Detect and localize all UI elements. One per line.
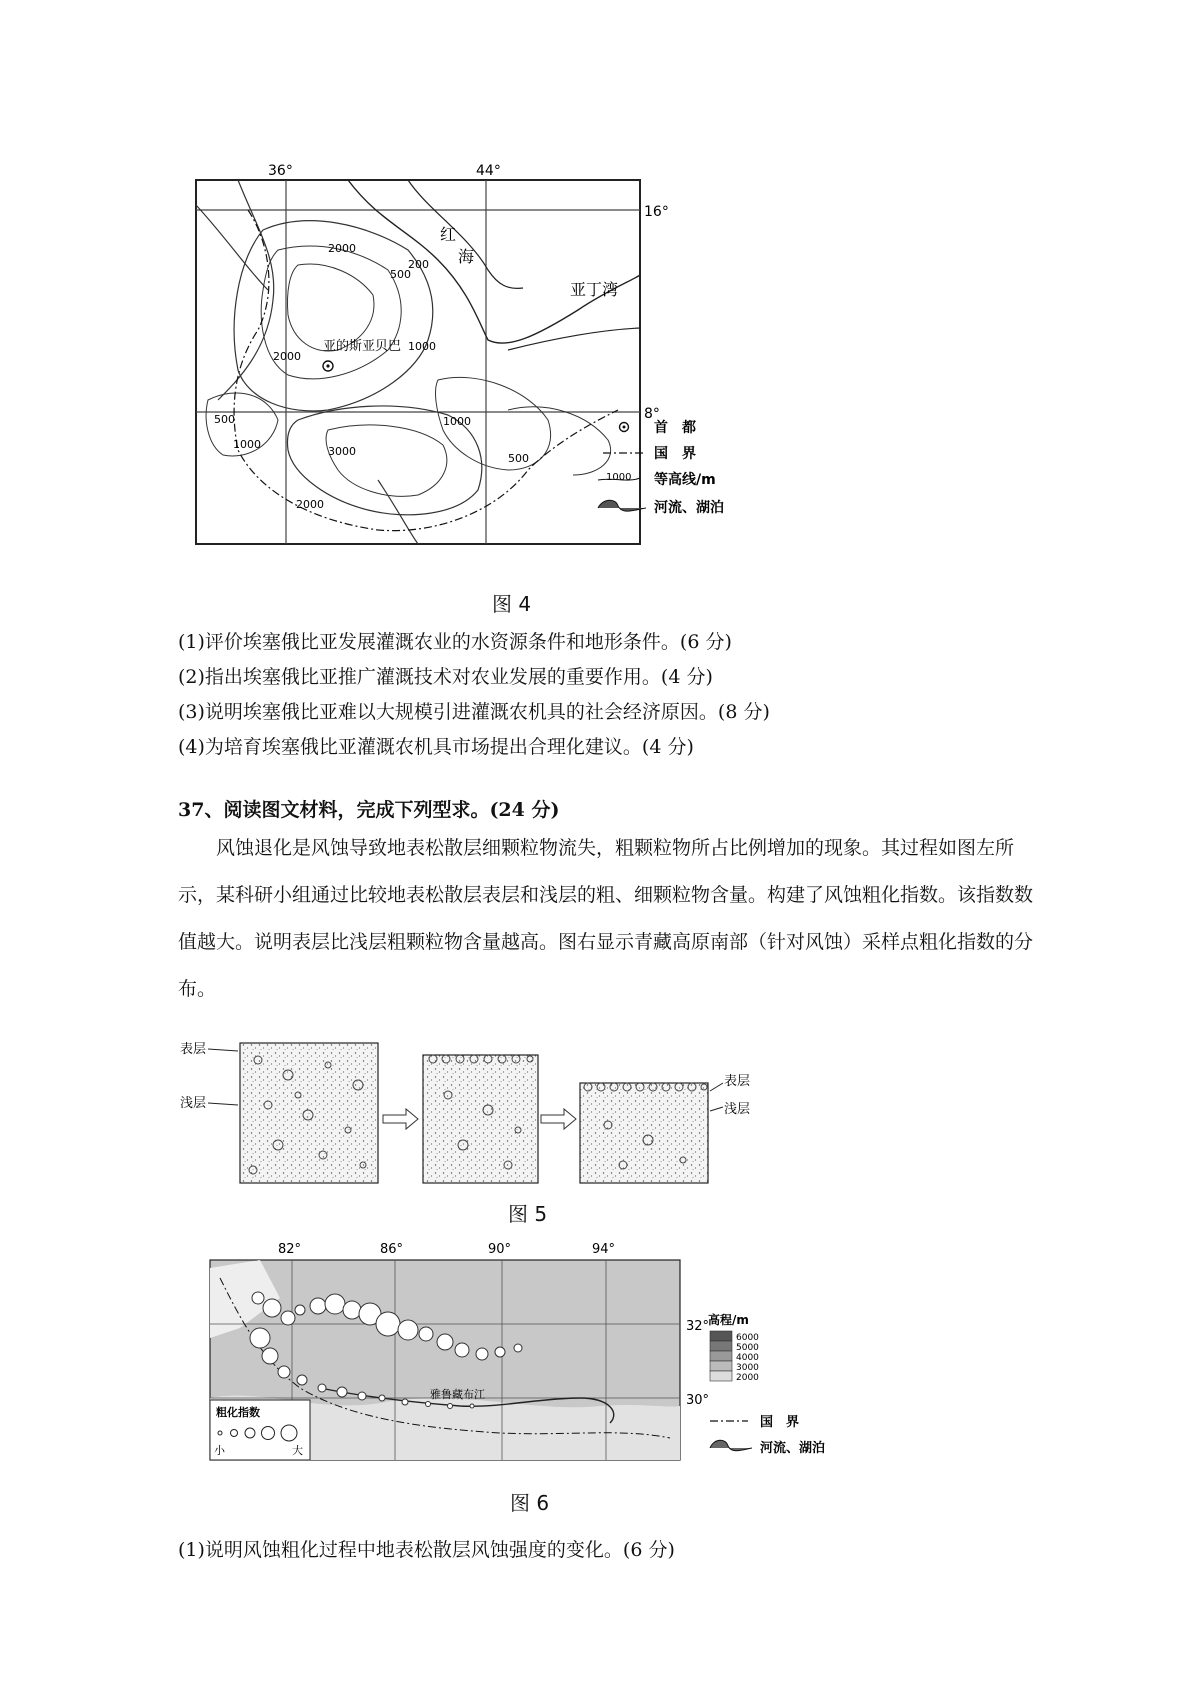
contour-label: 3000: [328, 445, 356, 458]
capital-label: 亚的斯亚贝巴: [323, 339, 402, 354]
elevation-legend-title: 高程/m: [708, 1313, 749, 1327]
elevation-level: 5000: [736, 1343, 759, 1353]
lat-label: 32°: [686, 1319, 710, 1334]
question-line: (3)说明埃塞俄比亚难以大规模引进灌溉农机具的社会经济原因。(8 分): [178, 701, 770, 723]
contour-label: 200: [408, 258, 429, 271]
contour-label: 500: [214, 413, 235, 426]
legend-border: 国 界: [760, 1415, 800, 1430]
coarsening-index-legend: [210, 1400, 310, 1460]
question-line: (1)评价埃塞俄比亚发展灌溉农业的水资源条件和地形条件。(6 分): [178, 631, 732, 653]
index-legend-large: 大: [292, 1444, 303, 1457]
question-37-heading: 37、阅读图文材料，完成下列型求。(24 分): [178, 799, 560, 821]
legend-river: 河流、湖泊: [654, 500, 724, 516]
legend-river: 河流、湖泊: [760, 1441, 826, 1456]
figure-4-map: [178, 150, 828, 570]
lon-label: 90°: [488, 1242, 512, 1257]
lon-label: 86°: [380, 1242, 404, 1257]
figure-6-map: [200, 1238, 860, 1478]
red-sea-label: 红: [440, 225, 457, 244]
lon-label: 94°: [592, 1242, 616, 1257]
elevation-level: 4000: [736, 1353, 759, 1363]
contour-label: 500: [508, 452, 529, 465]
question-37-paragraph: 风蚀退化是风蚀导致地表松散层细颗粒物流失，粗颗粒物所占比例增加的现象。其过程如图左所示，某科研小组通过比较地表松散层表层和浅层的粗、细颗粒物含量。构建了风蚀粗化指数。该指数数值越大。说明表层比浅层粗颗粒物含量越高。图右显示青藏高原南部（针对风蚀）采样点粗化指数的分布。: [178, 837, 1034, 1000]
index-legend-small: 小: [214, 1444, 225, 1457]
contour-label: 2000: [296, 498, 324, 511]
figure-5-diagram: [178, 1035, 798, 1190]
label-shallow: 浅层: [180, 1096, 207, 1111]
contour-label: 2000: [328, 242, 356, 255]
lon-label: 44°: [476, 163, 501, 179]
arrow-icon: [383, 1109, 418, 1129]
red-sea-label: 海: [458, 247, 475, 266]
arrow-icon: [541, 1109, 576, 1129]
label-surface: 表层: [180, 1042, 207, 1057]
figure-6-caption: 图 6: [510, 1491, 550, 1515]
elevation-legend: [708, 1312, 759, 1383]
lon-label: 36°: [268, 163, 293, 179]
contour-label: 2000: [273, 350, 301, 363]
elevation-level: 2000: [736, 1373, 759, 1383]
figure-5-caption: 图 5: [508, 1202, 548, 1226]
river-lake-icon: [710, 1440, 752, 1451]
lat-label: 16°: [644, 204, 669, 220]
legend-contour: 等高线/m: [654, 472, 716, 488]
figure-4-caption: 图 4: [492, 592, 532, 616]
river-label: 雅鲁藏布江: [430, 1388, 485, 1401]
question-line: (1)说明风蚀粗化过程中地表松散层风蚀强度的变化。(6 分): [178, 1539, 675, 1561]
legend-contour-sample: 1000: [606, 472, 632, 483]
question-line: (2)指出埃塞俄比亚推广灌溉技术对农业发展的重要作用。(4 分): [178, 666, 713, 688]
contour-label: 1000: [408, 340, 436, 353]
lon-label: 82°: [278, 1242, 302, 1257]
lat-label: 30°: [686, 1393, 710, 1408]
contour-label: 1000: [443, 415, 471, 428]
contour-label: 1000: [233, 438, 261, 451]
legend-capital: 首 都: [654, 420, 696, 436]
gulf-of-aden-label: 亚丁湾: [570, 280, 619, 299]
question-line: (4)为培育埃塞俄比亚灌溉农机具市场提出合理化建议。(4 分): [178, 736, 694, 758]
lat-label: 8°: [644, 406, 660, 422]
label-shallow: 浅层: [724, 1102, 751, 1117]
elevation-level: 6000: [736, 1333, 759, 1343]
legend-border: 国 界: [654, 446, 696, 462]
label-surface: 表层: [724, 1074, 751, 1089]
index-legend-title: 粗化指数: [216, 1406, 260, 1419]
contour-label: 500: [390, 268, 411, 281]
elevation-level: 3000: [736, 1363, 759, 1373]
